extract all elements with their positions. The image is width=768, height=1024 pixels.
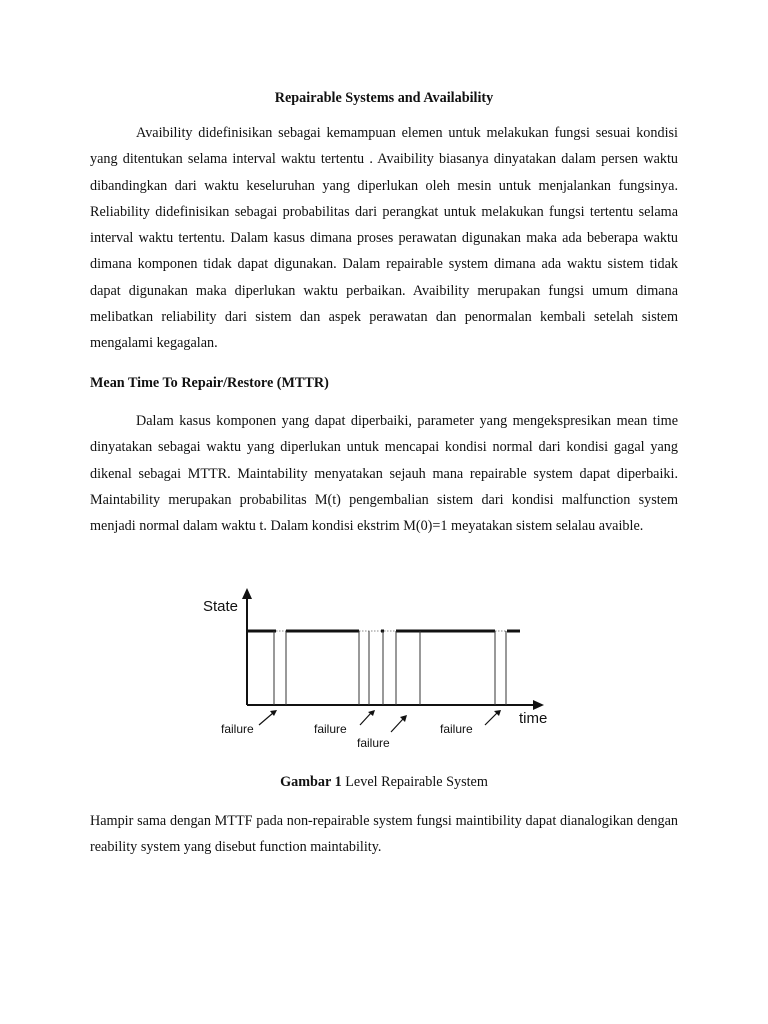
x-axis-label: time [519, 710, 548, 727]
y-axis-arrowhead [242, 588, 252, 599]
paragraph-mttr: Dalam kasus komponen yang dapat diperbaiki, parameter yang mengekspresikan mean time dinyatakan sebagai waktu yang diperlukan untuk mencapai kondisi normal dari kondisi gagal yang dikenal sebagai MTTR. Maintability menyatakan sejauh mana repairable system dapat diperbaiki. Maintability merupakan probabilitas M(t) pengembalian sistem dari kondisi malfunction system menjadi normal dalam waktu t. Dalam kondisi ekstrim M(0)=1 meyatakan sistem selalau avaible. [90, 413, 678, 535]
failure-arrow-4 [485, 713, 497, 725]
figure-caption-text: Level Repairable System [341, 774, 488, 790]
figure-caption [0, 774, 768, 791]
x-axis-arrowhead [533, 700, 544, 710]
paragraph-availability: Avaibility didefinisikan sebagai kemampuan elemen untuk melakukan fungsi sesuai kondisi yang ditentukan selama interval waktu tertentu . Avaibility biasanya dinyatakan dalam persen waktu dibandingkan dari waktu keseluruhan yang diperlukan oleh mesin untuk menjalankan fungsinya. Reliability didefinisikan sebagai probabilitas dari perangkat untuk melakukan fungsi tertentu selama interval waktu tertentu. Dalam kasus dimana proses perawatan digunakan maka ada beberapa waktu dimana komponen tidak dapat digunakan. Dalam repairable system dimana ada waktu sistem tidak dapat digunakan maka diperlukan waktu perbaikan. Avaibility merupakan fungsi umum dimana melibatkan reliability dari sistem dan aspek perawatan dan penormalan kembali setelah sistem mengalami kegagalan. [90, 125, 678, 352]
paragraph-maintainability: Hampir sama dengan MTTF pada non-repairable system fungsi maintibility dapat dianalogikan dengan reability system yang disebut function maintability. [90, 813, 678, 856]
failure-label: failure [314, 722, 347, 736]
failure-arrow-1 [259, 713, 273, 725]
failure-arrow-2 [360, 713, 371, 725]
failure-label: failure [357, 736, 390, 750]
section-heading-mttr: Mean Time To Repair/Restore (MTTR) [90, 375, 329, 391]
repairable-system-state-diagram [195, 585, 565, 755]
document-title: Repairable Systems and Availability [274, 90, 494, 106]
y-axis-label: State [203, 598, 239, 615]
figure-caption-number: Gambar 1 [280, 774, 342, 790]
failure-label: failure [221, 722, 254, 736]
failure-label: failure [440, 722, 473, 736]
failure-arrow-3 [391, 719, 403, 732]
